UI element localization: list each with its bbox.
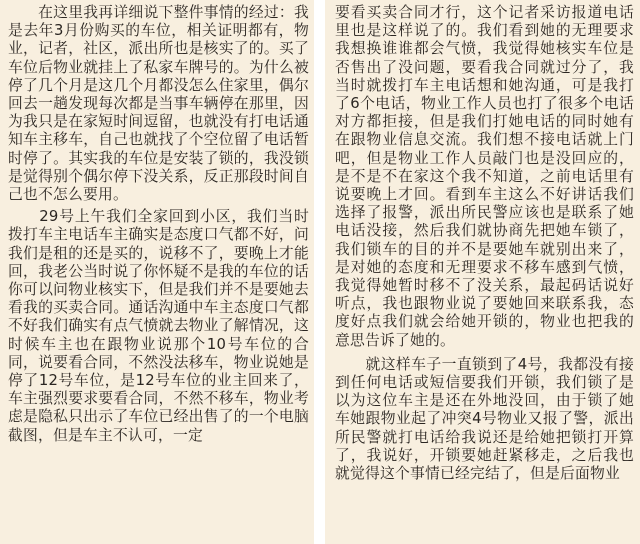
paragraph-29th-events: 29号上午我们全家回到小区，我们当时拨打车主电话车主确实是态度口气都不好，问我们是租的还是买的，说移不了，要晚上才能回，我老公当时说了你怀疑不是我的车位的话你可以问物业核实下，但是我们并不是要她去看我的买卖合同。通话沟通中车主态度口气都不好我们确实有点气愤就去物业了解情况，这时候车主也在跟物业说那个10号车位的合同，说要看合同，不然没法移车，物业说她是停了12号车位，是12号车位的业主回来了，车主强烈要求要看合同，不然不移车，物业考虑是隐私只出示了车位已经出售了的一个电脑截图，但是车主不认可，一定: [8, 208, 309, 444]
paragraph-intro: 在这里我再详细说下整件事情的经过：我是去年3月份购买的车位，相关证明都有，物业，记者，社区，派出所也是核实了的。买了车位后物业就挂上了私家车牌号的。为什么被停了几个月是这几个月都没怎么住家里，偶尔回去一趟发现每次都是当事车辆停在那里，因为我只是在家短时间逗留，也就没有打电话通知车主移车，自己也就找了个空位留了电话暂时停了。其实我的车位是安装了锁的，我没锁是觉得别个偶尔停下没关系，反正那段时间自己也不怎么要用。: [8, 4, 309, 204]
paragraph-contract-dispute: 要看买卖合同才行，这个记者采访报道电话里也是这样说了的。我们看到她的无理要求我想换谁谁都会气愤，我觉得她核实车位是否售出了没问题，要看我合同就过分了，我当时就拨打车主电话想和她沟通，可是我打了6个电话，物业工作人员也打了很多个电话对方都拒接，但是我们打她电话的同时她有在跟物业信息交流。我们想不接电话就上门吧，但是物业工作人员敲门也是没回应的，是不是不在家这个我不知道，之前电话里有说要晚上才回。看到车主这么不好讲话我们选择了报警，派出所民警应该也是联系了她电话没接，然后我们就协商先把她车锁了，我们锁车的目的并不是要她车就别出来了，是对她的态度和无理要求不移车感到气愤，我觉得她暂时移不了没关系，最起码话说好听点，我也跟物业说了要她回来联系我，态度好点我们就会给她开锁的，物业也把我的意思告诉了她的。: [335, 4, 634, 349]
paragraph-lock-until-4th: 就这样车子一直锁到了4号，我都没有接到任何电话或短信要我们开锁，我们锁了是以为这位车主是还在外地没回，由于锁了她车她跟物业起了冲突4号物业又报了警，派出所民警就打电话给我说还是给她把锁打开算了，我说好，开锁要她赶紧移走，之后我也就觉得这个事情已经完结了，但是后面物业: [335, 355, 634, 483]
right-text-panel: [325, 0, 640, 544]
left-text-panel: [0, 0, 314, 544]
